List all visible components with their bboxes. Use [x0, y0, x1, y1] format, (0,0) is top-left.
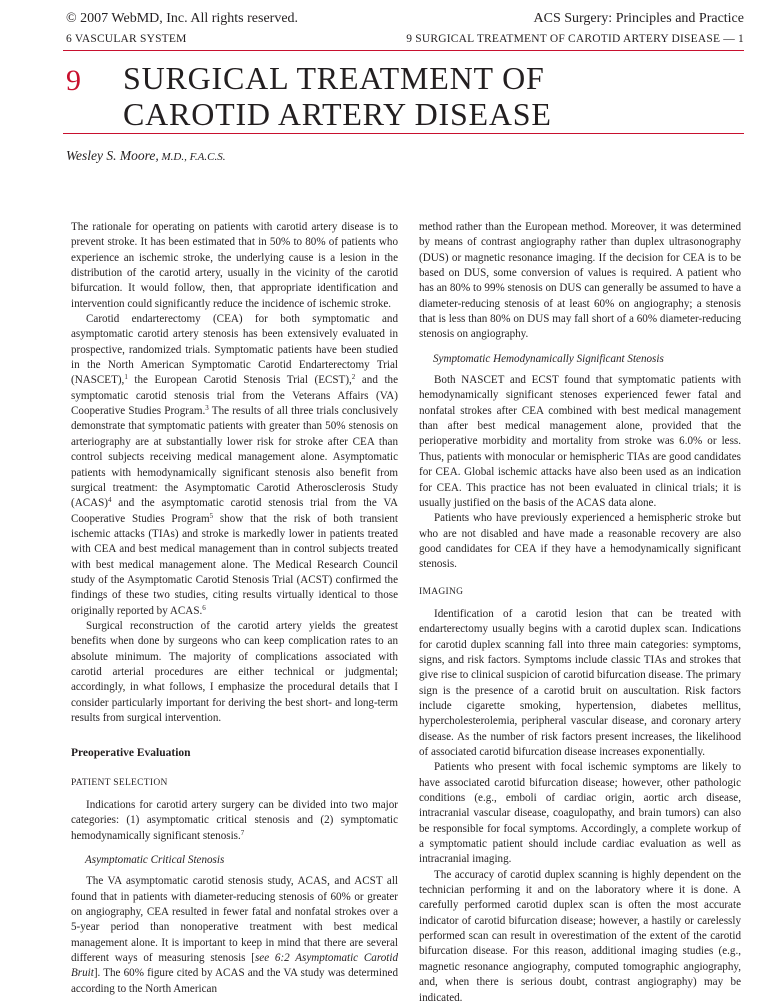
- title-rule: [63, 133, 744, 134]
- book-title: ACS Surgery: Principles and Practice: [533, 11, 744, 26]
- section-label: 6 VASCULAR SYSTEM: [66, 33, 187, 45]
- chapter-number: 9: [66, 64, 81, 97]
- paragraph: Both NASCET and ECST found that symptomatic patients with hemodynamically significant stenoses experienced fewer fatal and nonfatal strokes after CEA combined with best medical management than after best medical management alone, provided that the perioperative morbidity and mortality from stroke was 6.0% or less. Thus, patients with monocular or hemispheric TIAs are good candidates for CEA. Global ischemic attacks have also been used as an indication for CEA. This practice has not been evaluated in clinical trials; it is usually justified on the basis of the ACAS data alone.: [419, 374, 741, 509]
- reference-link[interactable]: 5: [209, 511, 214, 520]
- chapter-title-line2: CAROTID ARTERY DISEASE: [123, 96, 552, 132]
- section-heading: Preoperative Evaluation: [71, 747, 191, 760]
- reference-link[interactable]: 3: [205, 404, 209, 413]
- paragraph: Surgical reconstruction of the carotid artery yields the greatest benefits when done by surgeons who can keep complication rates to an absolute minimum. The majority of complications associated with carotid arterial procedures are either technical or judgmental; accordingly, in what follows, I emphasize the procedural details that I consider particularly important for deriving the best short- and long-term results from surgical intervention.: [71, 619, 398, 724]
- reference-link[interactable]: 1: [124, 373, 128, 382]
- header-rule: [63, 50, 744, 51]
- chapter-title-line1: SURGICAL TREATMENT OF: [123, 60, 545, 96]
- subsection-heading: IMAGING: [419, 586, 464, 597]
- right-column: [419, 220, 741, 1006]
- paragraph: The rationale for operating on patients with carotid artery disease is to prevent stroke. It has been estimated that in 50% to 80% of patients who experience an ischemic stroke, the underlying cause is a lesion in the distribution of the carotid artery, usually in the vicinity of the carotid bifurcation. It would follow, then, that appropriate identification and intervention could significantly reduce the incidence of ischemic stroke.: [71, 221, 398, 310]
- subsubsection-heading: Asymptomatic Critical Stenosis: [85, 854, 225, 867]
- author-name: Wesley S. Moore,: [66, 148, 159, 163]
- paragraph: Indications for carotid artery surgery can be divided into two major categories: (1) asymptomatic critical stenosis and (2) symptomatic hemodynamically significant stenosis.$^7$: [71, 799, 398, 842]
- paragraph: The VA asymptomatic carotid stenosis study, ACAS, and ACST all found that in patients with diameter-reducing stenosis of 60% or greater on angiography, CEA resulted in fewer fatal and nonfatal strokes over a 5-year period than nonoperative treatment with best medical management alone. It is important to keep in mind that there are several different ways of measuring stenosis [see 6:2 Asymptomatic Carotid Bruit]. The 60% figure cited by ACAS and the VA study was determined according to the North American: [71, 875, 398, 995]
- paragraph: Carotid endarterectomy (CEA) for both symptomatic and asymptomatic carotid artery stenosis has been extensively evaluated in prospective, randomized trials. Symptomatic patients have been studied in the North American Symptomatic Carotid Endarterectomy Trial (NASCET),$^1$ the European Carotid Stenosis Trial (ECST),$^2$ and the symptomatic carotid stenosis trial from the Veterans Affairs (VA) Cooperative Studies Program.$^3$ The results of all three trials conclusively demonstrate that symptomatic patients with greater than 50% stenosis on arteriography are at substantially lower risk for stroke after CEA than control subjects receiving medical management alone. Asymptomatic patients with hemodynamically significant stenosis also benefit from surgical treatment: the Asymptomatic Carotid Atherosclerosis Study (ACAS)$^4$ and the asymptomatic carotid stenosis trial from the VA Cooperative Studies Program$^5$ show that the risk of both transient ischemic attacks (TIAs) and stroke is markedly lower in patients treated with CEA and best medical management than in control subjects treated with best medical management alone. The Medical Research Council study of the Asymptomatic Carotid Stenosis Trial (ACST) confirmed the findings of these two studies, citing results virtually identical to those originally reported by ACAS.$^6$: [71, 313, 399, 617]
- reference-link[interactable]: 7: [240, 828, 245, 837]
- cross-reference-link[interactable]: see 6:2 Asymptomatic Carotid Bruit: [71, 952, 398, 980]
- copyright-notice: © 2007 WebMD, Inc. All rights reserved.: [66, 11, 299, 26]
- paragraph: Patients who present with focal ischemic symptoms are likely to have associated carotid bifurcation disease; however, other pathologic conditions (e.g., emboli of cardiac origin, aortic arch disease, intracranial vascular disease, coagulopathy, and brain tumors) can also be responsible for focal symptoms. Accordingly, a complete workup of a symptomatic patient should include cardiac evaluation as well as intracranial imaging.: [419, 761, 741, 866]
- paragraph: Identification of a carotid lesion that can be treated with endarterectomy usually begins with a carotid duplex scan. Indications for carotid duplex scanning fall into three main categories: symptoms, signs, and risk factors. Symptoms include classic TIAs and strokes that give rise to clinical suspicion of carotid bifurcation disease. The primary sign is the presence of a carotid bruit on auscultation. Risk factors include cigarette smoking, hypertension, diabetes mellitus, hypercholesterolemia, peripheral vascular disease, and coronary artery disease. As the number of risk factors present increases, the likelihood of associated carotid bifurcation disease increases exponentially.: [419, 607, 741, 758]
- left-column: [71, 220, 398, 997]
- reference-link[interactable]: 4: [107, 496, 112, 505]
- author-byline: [66, 148, 225, 164]
- subsubsection-heading: Symptomatic Hemodynamically Significant Stenosis: [433, 352, 664, 365]
- reference-link[interactable]: 2: [351, 373, 356, 382]
- author-credentials: M.D., F.A.C.S.: [158, 151, 226, 163]
- paragraph: The accuracy of carotid duplex scanning is highly dependent on the technician performing it and on the laboratory where it is done. A carefully performed carotid duplex scan is often the most accurate indicator of carotid bifurcation disease; however, a hastily or carelessly performed scan can result in overestimation of the extent of the carotid bifurcation disease. For this reason, additional imaging studies (e.g., magnetic resonance angiography, computed tomographic angiography, and, when there is serious doubt, contrast angiography) may be indicated.: [419, 868, 741, 1004]
- reference-link[interactable]: 6: [202, 603, 206, 612]
- chapter-title: [123, 60, 552, 132]
- running-chapter-title: 9 SURGICAL TREATMENT OF CAROTID ARTERY DISEASE — 1: [406, 33, 744, 45]
- subsection-heading: PATIENT SELECTION: [71, 777, 168, 788]
- paragraph: Patients who have previously experienced a hemispheric stroke but who are not disabled and have made a reasonable recovery are also good candidates for CEA if they have a hemodynamically significant stenosis.: [419, 512, 741, 571]
- paragraph: method rather than the European method. Moreover, it was determined by means of contrast angiography rather than duplex ultrasonography (DUS) or magnetic resonance imaging. If the decision for CEA is to be based on DUS, some conversion of values is required. A patient who has an 80% to 99% stenosis on DUS can generally be assumed to have a diameter-reducing stenosis of at least 60% on angiography; a stenosis that is less than 80% on DUS may fall short of a 60% diameter-reducing stenosis on angiography.: [419, 221, 741, 341]
